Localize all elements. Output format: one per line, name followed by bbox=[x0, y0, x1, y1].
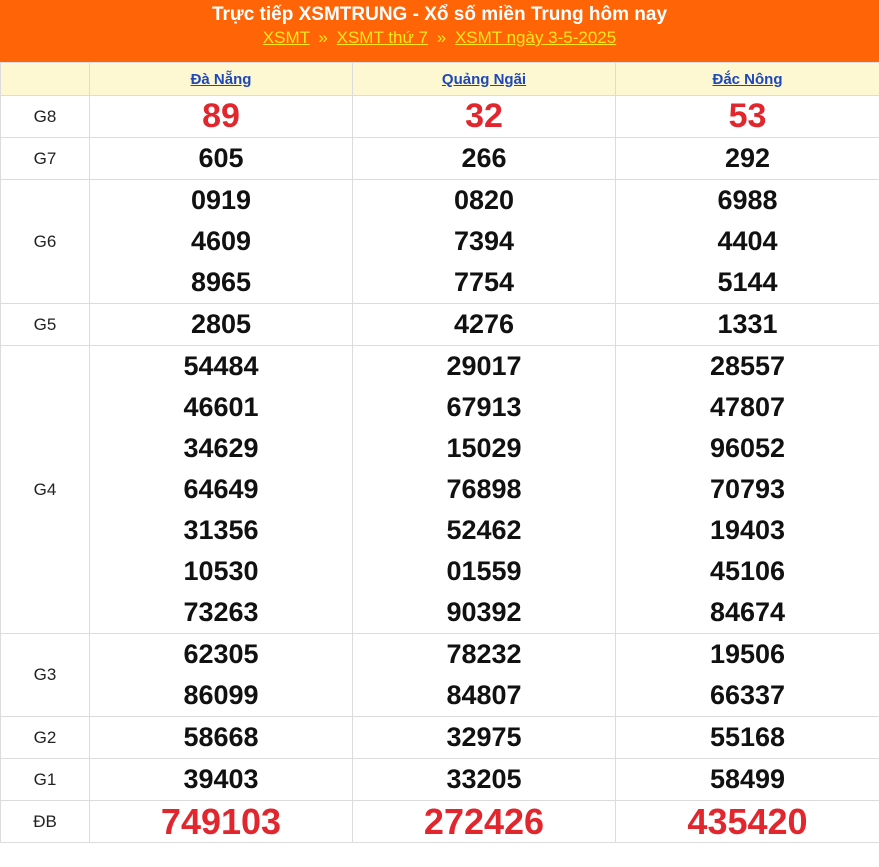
header-empty-cell bbox=[1, 63, 90, 96]
prize-cell bbox=[616, 180, 879, 304]
prize-label: G1 bbox=[1, 759, 90, 801]
prize-number: 8965 bbox=[190, 267, 252, 297]
prize-number: 4276 bbox=[453, 309, 515, 339]
prize-number: 5144 bbox=[717, 267, 778, 297]
prize-number: 58499 bbox=[709, 764, 786, 794]
prize-row-g4 bbox=[1, 346, 879, 634]
prize-number: 7394 bbox=[453, 226, 515, 256]
prize-number: 28557 bbox=[709, 351, 786, 381]
province-link-da-nang[interactable]: Đà Nẵng bbox=[190, 70, 252, 88]
prize-number: 90392 bbox=[446, 597, 522, 627]
prize-number: 53 bbox=[728, 97, 767, 135]
prize-row-g8 bbox=[1, 96, 879, 138]
prize-number: 55168 bbox=[709, 722, 786, 752]
prize-number: 19506 bbox=[709, 639, 786, 669]
prize-number: 01559 bbox=[446, 556, 522, 586]
prize-number: 29017 bbox=[446, 351, 522, 381]
prize-number: 89 bbox=[202, 97, 240, 135]
prize-cell bbox=[90, 304, 353, 346]
prize-cell bbox=[353, 634, 616, 717]
prize-number: 78232 bbox=[446, 639, 522, 669]
prize-number: 66337 bbox=[709, 680, 786, 710]
prize-number: 31356 bbox=[183, 515, 259, 545]
prize-label: G4 bbox=[1, 346, 90, 634]
breadcrumb-separator: » bbox=[436, 28, 447, 47]
province-link-quang-ngai[interactable]: Quảng Ngãi bbox=[441, 70, 527, 88]
prize-number: 84807 bbox=[446, 680, 522, 710]
prize-number: 4404 bbox=[717, 226, 778, 256]
prize-number: 10530 bbox=[183, 556, 259, 586]
breadcrumb-separator: » bbox=[318, 28, 328, 47]
prize-number: 15029 bbox=[446, 433, 522, 463]
prize-number: 86099 bbox=[183, 680, 259, 710]
prize-number: 6988 bbox=[717, 185, 778, 215]
prize-cell bbox=[353, 801, 616, 843]
prize-number: 749103 bbox=[160, 801, 282, 842]
prize-cell bbox=[616, 634, 879, 717]
prize-number: 33205 bbox=[446, 764, 522, 794]
prize-number: 19403 bbox=[709, 515, 786, 545]
prize-number: 67913 bbox=[446, 392, 522, 422]
prize-cell bbox=[616, 96, 879, 138]
prize-cell bbox=[90, 96, 353, 138]
prize-cell bbox=[90, 346, 353, 634]
prize-row-g2 bbox=[1, 717, 879, 759]
province-header bbox=[616, 63, 879, 96]
prize-label: G3 bbox=[1, 634, 90, 717]
prize-number: 266 bbox=[461, 143, 507, 173]
prize-label: G8 bbox=[1, 96, 90, 138]
prize-number: 45106 bbox=[709, 556, 786, 586]
prize-number: 7754 bbox=[453, 267, 515, 297]
breadcrumb bbox=[0, 26, 879, 50]
prize-number: 32975 bbox=[446, 722, 522, 752]
prize-row-g6 bbox=[1, 180, 879, 304]
prize-number: 0919 bbox=[190, 185, 252, 215]
province-link-dac-nong[interactable]: Đắc Nông bbox=[712, 70, 783, 88]
prize-row-g7 bbox=[1, 138, 879, 180]
prize-label: G7 bbox=[1, 138, 90, 180]
prize-row-g1 bbox=[1, 759, 879, 801]
prize-number: 605 bbox=[198, 143, 244, 173]
prize-number: 46601 bbox=[183, 392, 259, 422]
prize-cell bbox=[90, 634, 353, 717]
province-header bbox=[353, 63, 616, 96]
prize-number: 96052 bbox=[709, 433, 786, 463]
prize-cell bbox=[616, 346, 879, 634]
breadcrumb-link-xsmt[interactable]: XSMT bbox=[262, 28, 310, 47]
prize-cell bbox=[90, 759, 353, 801]
prize-number: 76898 bbox=[446, 474, 522, 504]
province-header bbox=[90, 63, 353, 96]
prize-number: 1331 bbox=[717, 309, 778, 339]
prize-cell bbox=[616, 138, 879, 180]
prize-cell bbox=[353, 138, 616, 180]
prize-number: 70793 bbox=[709, 474, 786, 504]
prize-number: 62305 bbox=[183, 639, 259, 669]
prize-cell bbox=[90, 801, 353, 843]
breadcrumb-link-xsmt-date[interactable]: XSMT ngày 3-5-2025 bbox=[454, 28, 617, 47]
prize-number: 39403 bbox=[183, 764, 259, 794]
prize-number: 0820 bbox=[453, 185, 515, 215]
prize-cell bbox=[353, 180, 616, 304]
prize-number: 64649 bbox=[183, 474, 259, 504]
prize-cell bbox=[616, 717, 879, 759]
prize-number: 292 bbox=[724, 143, 771, 173]
prize-cell bbox=[353, 759, 616, 801]
prize-cell bbox=[90, 138, 353, 180]
prize-number: 58668 bbox=[183, 722, 259, 752]
prize-label: ĐB bbox=[1, 801, 90, 843]
page-title: Trực tiếp XSMTRUNG - Xổ số miền Trung hôm nay bbox=[211, 4, 668, 25]
table-header-row bbox=[1, 63, 879, 96]
prize-row-g5 bbox=[1, 304, 879, 346]
prize-number: 47807 bbox=[709, 392, 786, 422]
prize-cell bbox=[616, 759, 879, 801]
prize-row-g3 bbox=[1, 634, 879, 717]
prize-label: G6 bbox=[1, 180, 90, 304]
prize-cell bbox=[353, 717, 616, 759]
prize-number: 4609 bbox=[190, 226, 252, 256]
prize-cell bbox=[90, 180, 353, 304]
breadcrumb-link-xsmt-thu-7[interactable]: XSMT thứ 7 bbox=[336, 28, 428, 47]
page-header bbox=[0, 0, 879, 62]
prize-number: 272426 bbox=[423, 801, 545, 842]
prize-number: 73263 bbox=[183, 597, 259, 627]
prize-label: G2 bbox=[1, 717, 90, 759]
prize-label: G5 bbox=[1, 304, 90, 346]
results-table bbox=[0, 62, 879, 843]
prize-cell bbox=[616, 304, 879, 346]
prize-cell bbox=[353, 304, 616, 346]
prize-cell bbox=[353, 346, 616, 634]
prize-number: 34629 bbox=[183, 433, 259, 463]
prize-number: 54484 bbox=[183, 351, 259, 381]
prize-number: 2805 bbox=[190, 309, 252, 339]
prize-cell bbox=[90, 717, 353, 759]
prize-number: 32 bbox=[465, 97, 503, 135]
prize-cell bbox=[616, 801, 879, 843]
prize-number: 52462 bbox=[446, 515, 522, 545]
prize-number: 435420 bbox=[687, 801, 808, 842]
prize-number: 84674 bbox=[709, 597, 786, 627]
prize-row-đb bbox=[1, 801, 879, 843]
prize-cell bbox=[353, 96, 616, 138]
